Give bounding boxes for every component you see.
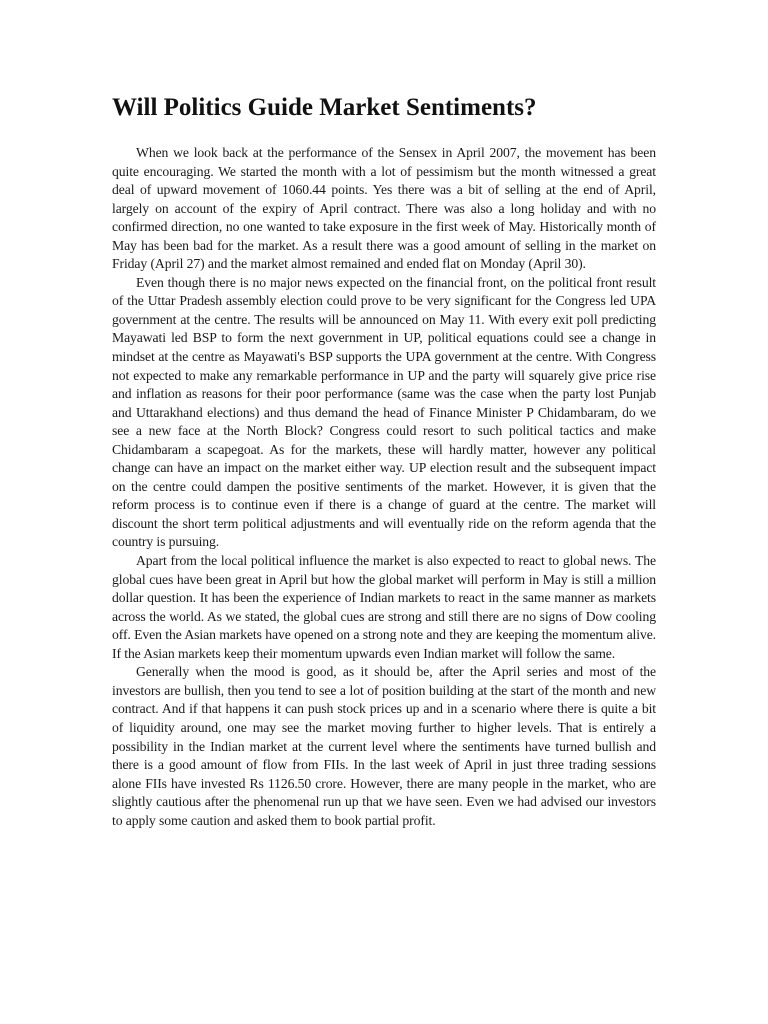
page-title: Will Politics Guide Market Sentiments? xyxy=(112,94,537,121)
paragraph-1: When we look back at the performance of the Sensex in April 2007, the movement has been quite encouraging. We started the month with a lot of pessimism but the month witnessed a great deal of upward movement of 1060.44 points. Yes there was a bit of selling at the end of April, largely on account of the expiry of April contract. There was also a long holiday and with no confirmed direction, no one wanted to take exposure in the first week of May. Historically month of May has been bad for the market. As a result there was a good amount of selling in the market on Friday (April 27) and the market almost remained and ended flat on Monday (April 30). xyxy=(112,145,656,272)
document-page xyxy=(112,92,656,830)
paragraph-3: Apart from the local political influence the market is also expected to react to global news. The global cues have been great in April but how the global market will perform in May is still a million dollar question. It has been the experience of Indian markets to react in the same manner as markets across the world. As we stated, the global cues are strong and still there are no signs of Dow cooling off. Even the Asian markets have opened on a strong note and they are keeping the momentum alive. If the Asian markets keep their momentum upwards even Indian market will follow the same. xyxy=(112,553,656,661)
paragraph-4: Generally when the mood is good, as it should be, after the April series and most of the investors are bullish, then you tend to see a lot of position building at the start of the month and new contract. And if that happens it can push stock prices up and in a scenario where there is quite a bit of liquidity around, one may see the market moving further to higher levels. That is entirely a possibility in the Indian market at the current level where the sentiments have turned bullish and there is a good amount of flow from FIIs. In the last week of April in just three trading sessions alone FIIs have invested Rs 1126.50 crore. However, there are many people in the market, who are slightly cautious after the phenomenal run up that we have seen. Even we had advised our investors to apply some caution and asked them to book partial profit. xyxy=(112,664,656,828)
paragraph-2: Even though there is no major news expected on the financial front, on the political front result of the Uttar Pradesh assembly election could prove to be very significant for the Congress led UPA government at the centre. The results will be announced on May 11. With every exit poll predicting Mayawati led BSP to form the next government in UP, political equations could see a change in mindset at the centre as Mayawati's BSP supports the UPA government at the centre. With Congress not expected to make any remarkable performance in UP and the party will squarely give price rise and inflation as reasons for their poor performance (same was the case when the party lost Punjab and Uttarakhand elections) and thus demand the head of Finance Minister P Chidambaram, do we see a new face at the North Block? Congress could resort to such political tactics and make Chidambaram a scapegoat. As for the markets, these will hardly matter, however any political change can have an impact on the market either way. UP election result and the subsequent impact on the centre could dampen the positive sentiments of the market. However, it is given that the reform process is to continue even if there is a change of guard at the centre. The market will discount the short term political adjustments and will eventually ride on the reform agenda that the country is pursuing. xyxy=(112,274,656,550)
article-body xyxy=(112,144,656,830)
